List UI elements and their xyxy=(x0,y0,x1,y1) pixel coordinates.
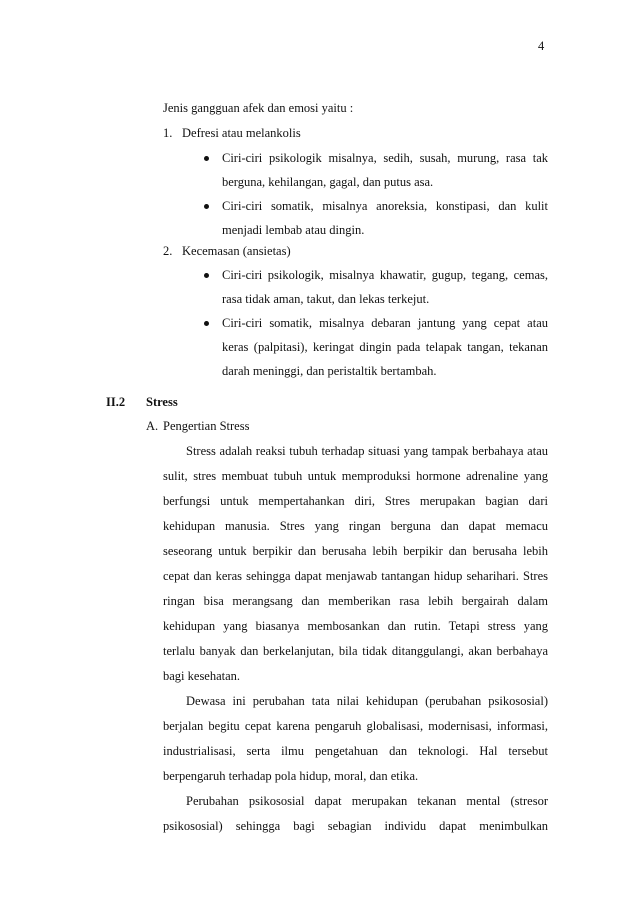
list-number-1: 1. xyxy=(163,126,173,140)
page-number: 4 xyxy=(538,39,545,53)
paragraph-line: kehidupan manusia. Stres yang ringan berguna dan dapat memacu xyxy=(163,519,548,533)
bullet-1-1-line2: berguna, kehilangan, gagal, dan putus asa. xyxy=(222,175,434,189)
list-number-2: 2. xyxy=(163,244,173,258)
paragraph-line: berfungsi untuk mempertahankan diri, Stres merupakan bagian dari xyxy=(163,494,548,508)
paragraph-line: Stress adalah reaksi tubuh terhadap situasi yang tampak berbahaya atau xyxy=(186,444,548,458)
bullet-icon xyxy=(204,156,209,161)
bullet-1-2-line1: Ciri-ciri somatik, misalnya anoreksia, konstipasi, dan kulit xyxy=(222,199,548,213)
bullet-2-2-line3: darah meninggi, dan peristaltik bertambah. xyxy=(222,364,437,378)
subsection-letter: A. xyxy=(146,419,159,433)
paragraph-line: bagi kesehatan. xyxy=(163,669,241,683)
bullet-2-2-line2: keras (palpitasi), keringat dingin pada telapak tangan, tekanan xyxy=(222,340,548,354)
bullet-icon xyxy=(204,321,209,326)
bullet-2-1-line1: Ciri-ciri psikologik, misalnya khawatir, gugup, tegang, cemas, xyxy=(222,268,548,282)
paragraph-line: berpengaruh terhadap pola hidup, moral, dan etika. xyxy=(163,769,419,783)
bullet-2-2-line1: Ciri-ciri somatik, misalnya debaran jantung yang cepat atau xyxy=(222,316,548,330)
bullet-1-2-line2: menjadi lembab atau dingin. xyxy=(222,223,365,237)
paragraph-line: sulit, stres membuat tubuh untuk memproduksi hormone adrenaline yang xyxy=(163,469,548,483)
paragraph-line: kehidupan yang biasanya membosankan dan rutin. Tetapi stress yang xyxy=(163,619,548,633)
paragraph-line: terlalu banyak dan berkelanjutan, bila tidak ditanggulangi, akan berbahaya xyxy=(163,644,548,658)
section-number: II.2 xyxy=(106,395,126,409)
paragraph-line: industrialisasi, serta ilmu pengetahuan dan teknologi. Hal tersebut xyxy=(163,744,548,758)
paragraph-line: Dewasa ini perubahan tata nilai kehidupan (perubahan psikososial) xyxy=(186,694,548,708)
paragraph-line: seseorang untuk berpikir dan berusaha lebih berpikir dan berusaha lebih xyxy=(163,544,548,558)
paragraph-line: psikososial) sehingga bagi sebagian individu dapat menimbulkan xyxy=(163,819,548,833)
list-title-1: Defresi atau melankolis xyxy=(182,126,301,140)
subsection-title: Pengertian Stress xyxy=(163,419,250,433)
paragraph-line: cepat dan keras sehingga dapat menjawab tantangan hidup seharihari. Stres xyxy=(163,569,548,583)
list-title-2: Kecemasan (ansietas) xyxy=(182,244,291,258)
paragraph-line: berjalan begitu cepat karena pengaruh globalisasi, modernisasi, informasi, xyxy=(163,719,548,733)
bullet-icon xyxy=(204,273,209,278)
paragraph-line: Perubahan psikososial dapat merupakan tekanan mental (stresor xyxy=(186,794,548,808)
bullet-icon xyxy=(204,204,209,209)
paragraph-line: ringan bisa merangsang dan memberikan rasa lebih bergairah dalam xyxy=(163,594,548,608)
bullet-1-1-line1: Ciri-ciri psikologik misalnya, sedih, susah, murung, rasa tak xyxy=(222,151,548,165)
bullet-2-1-line2: rasa tidak aman, takut, dan lekas terkejut. xyxy=(222,292,430,306)
intro-text: Jenis gangguan afek dan emosi yaitu : xyxy=(163,101,354,115)
section-title: Stress xyxy=(146,395,178,409)
